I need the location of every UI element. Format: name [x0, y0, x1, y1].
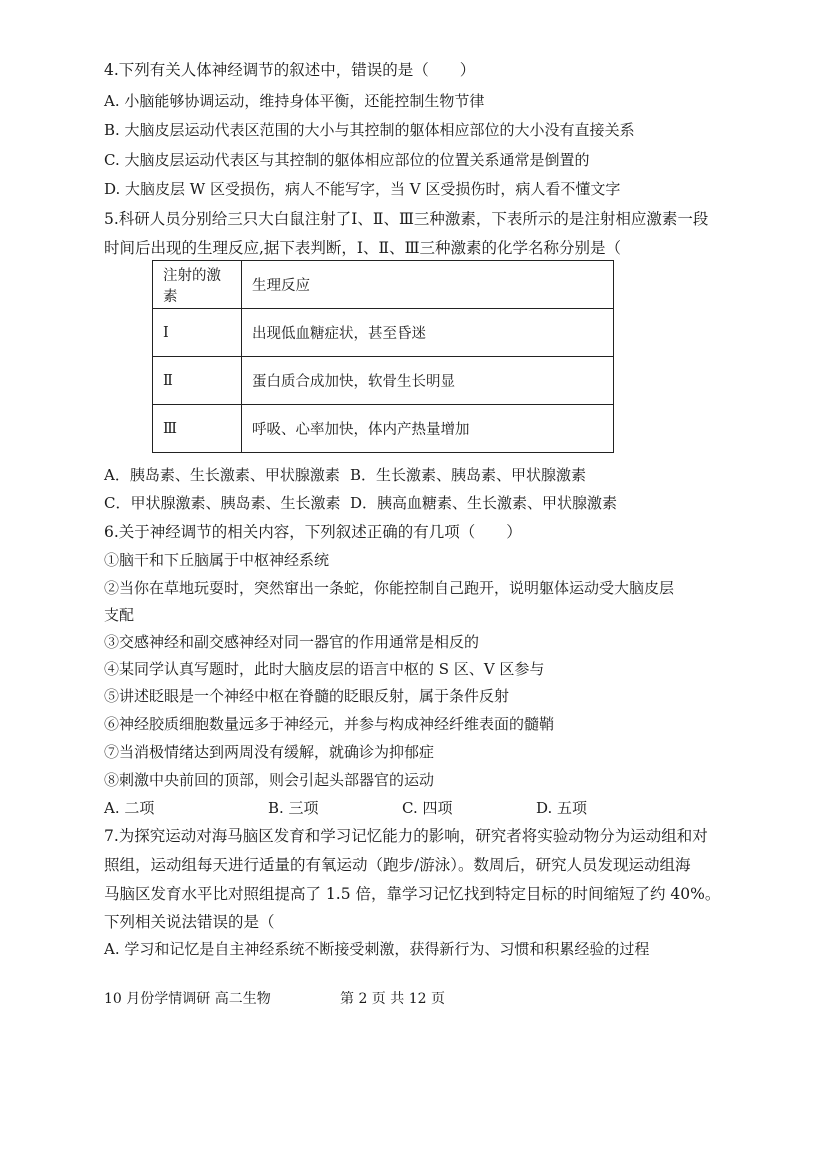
table-row [153, 357, 614, 405]
question-5-option-a: A．胰岛素、生长激素、甲状腺激素 [104, 466, 340, 484]
table-cell-reaction: 出现低血糖症状，甚至昏迷 [242, 309, 614, 357]
question-6-option-c: C. 四项 [402, 799, 453, 817]
question-7-stem-line-2: 照组，运动组每天进行适量的有氧运动（跑步/游泳）。数周后，研究人员发现运动组海 [104, 856, 691, 874]
question-6-option-b: B. 三项 [268, 799, 319, 817]
question-6-item: ⑥神经胶质细胞数量远多于神经元，并参与构成神经纤维表面的髓鞘 [104, 715, 555, 733]
table-header-reaction: 生理反应 [242, 261, 614, 309]
table-cell-reaction: 呼吸、心率加快，体内产热量增加 [242, 405, 614, 453]
question-5-option-c: C．甲状腺激素、胰岛素、生长激素 [104, 494, 341, 512]
question-4-option-c: C. 大脑皮层运动代表区与其控制的躯体相应部位的位置关系通常是倒置的 [104, 151, 590, 169]
question-5-option-b: B．生长激素、胰岛素、甲状腺激素 [350, 466, 587, 484]
table-cell-hormone: Ⅰ [153, 309, 242, 357]
question-7-stem-line-3: 马脑区发育水平比对照组提高了 1.5 倍，靠学习记忆找到特定目标的时间缩短了约 40%。 [104, 885, 721, 903]
question-6-item: ⑤讲述眨眼是一个神经中枢在脊髓的眨眼反射，属于条件反射 [104, 687, 510, 705]
question-6-item: ⑦当消极情绪达到两周没有缓解，就确诊为抑郁症 [104, 743, 435, 761]
question-5-stem-line-1: 5.科研人员分别给三只大白鼠注射了Ⅰ、Ⅱ、Ⅲ三种激素，下表所示的是注射相应激素一段 [104, 210, 709, 228]
footer-exam-title: 10 月份学情调研 高二生物 [104, 991, 271, 1007]
question-4-stem: 4.下列有关人体神经调节的叙述中，错误的是（ ） [104, 61, 476, 79]
question-4-option-b: B. 大脑皮层运动代表区范围的大小与其控制的躯体相应部位的大小没有直接关系 [104, 121, 635, 139]
question-4-option-a: A. 小脑能够协调运动，维持身体平衡，还能控制生物节律 [104, 92, 485, 110]
question-6-item: ④某同学认真写题时，此时大脑皮层的语言中枢的 S 区、V 区参与 [104, 660, 545, 678]
question-5-stem-line-2: 时间后出现的生理反应,据下表判断，Ⅰ、Ⅱ、Ⅲ三种激素的化学名称分别是（ [104, 239, 622, 257]
question-5-option-d: D．胰高血糖素、生长激素、甲状腺激素 [350, 494, 618, 512]
question-6-option-d: D. 五项 [536, 799, 588, 817]
hormone-table [152, 260, 614, 453]
table-header-hormone: 注射的激素 [153, 261, 242, 309]
question-7-stem-line-4: 下列相关说法错误的是（ [104, 913, 275, 931]
question-6-stem: 6.关于神经调节的相关内容，下列叙述正确的有几项（ ） [104, 523, 522, 541]
question-6-item: ①脑干和下丘脑属于中枢神经系统 [104, 551, 330, 569]
table-cell-hormone: Ⅲ [153, 405, 242, 453]
question-7-option-a: A. 学习和记忆是自主神经系统不断接受刺激，获得新行为、习惯和积累经验的过程 [104, 940, 650, 958]
table-header-row [153, 261, 614, 309]
table-cell-hormone: Ⅱ [153, 357, 242, 405]
question-4-option-d: D. 大脑皮层 W 区受损伤，病人不能写字，当 V 区受损伤时，病人看不懂文字 [104, 180, 621, 198]
table-row [153, 309, 614, 357]
question-6-option-a: A. 二项 [104, 799, 155, 817]
question-7-stem-line-1: 7.为探究运动对海马脑区发育和学习记忆能力的影响，研究者将实验动物分为运动组和对 [104, 827, 708, 845]
question-6-item: ③交感神经和副交感神经对同一器官的作用通常是相反的 [104, 633, 480, 651]
table-row [153, 405, 614, 453]
question-6-item-continued: 支配 [104, 606, 135, 624]
question-6-item: ⑧刺激中央前回的顶部，则会引起头部器官的运动 [104, 771, 435, 789]
question-6-item: ②当你在草地玩耍时，突然窜出一条蛇，你能控制自己跑开，说明躯体运动受大脑皮层 [104, 579, 675, 597]
table-cell-reaction: 蛋白质合成加快，软骨生长明显 [242, 357, 614, 405]
footer-page-number: 第 2 页 共 12 页 [340, 991, 445, 1007]
